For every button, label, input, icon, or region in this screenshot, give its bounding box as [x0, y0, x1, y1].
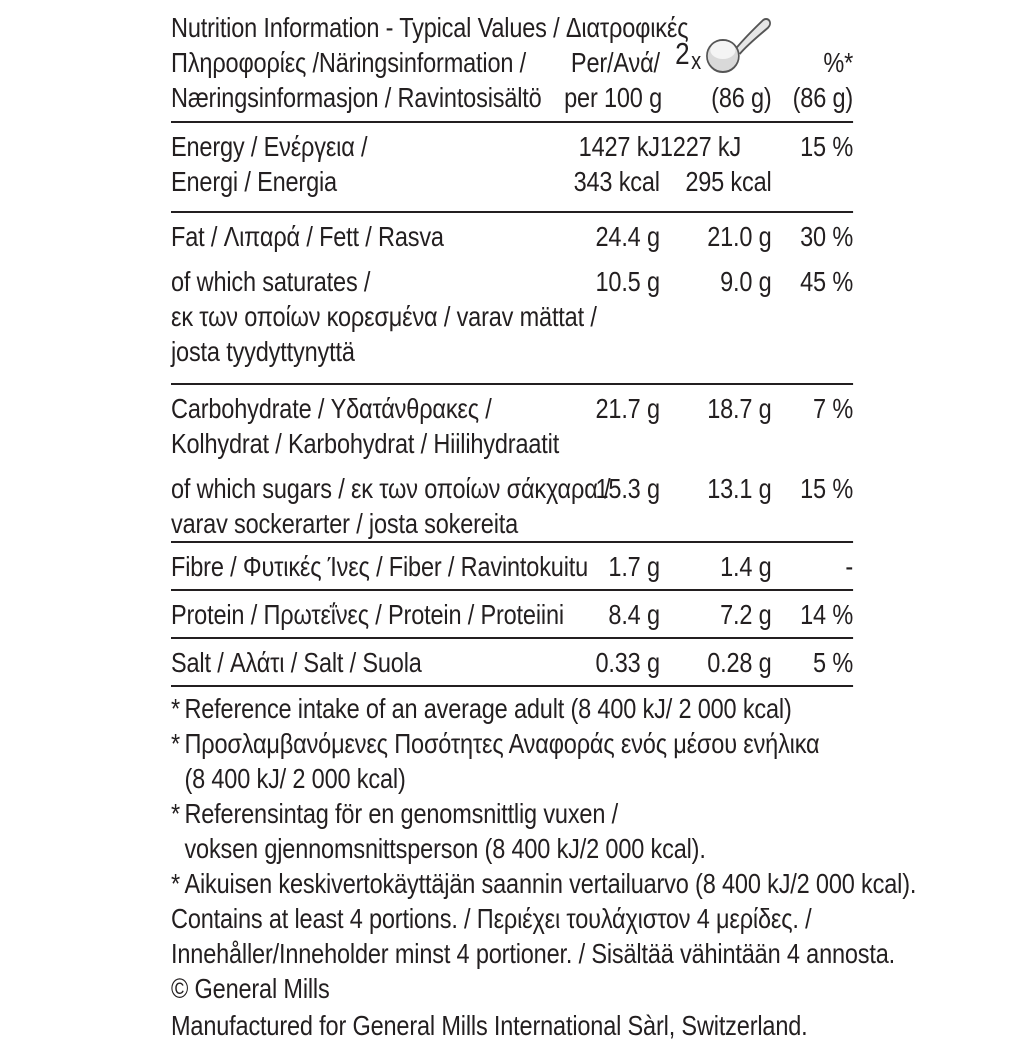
energy-serving-kj: 1227 kJ — [659, 131, 742, 162]
carbohydrate-label — [171, 391, 564, 461]
per100-header — [564, 10, 663, 121]
energy-per100-kj: 1427 kJ — [578, 131, 660, 162]
title-line: Nutrition Information - Typical Values / Διατροφικές — [171, 12, 689, 43]
serving-header — [660, 10, 772, 121]
footnote-sv-no — [171, 796, 853, 866]
footnote-no-line: voksen gjennomsnittsperson (8 400 kJ/2 000 kcal). — [184, 833, 706, 864]
fibre-serving: 1.4 g — [720, 551, 772, 582]
saturates-label-line: josta tyydyttynyttä — [171, 336, 355, 367]
footnote-el — [171, 726, 853, 796]
footnote-el-line: (8 400 kJ/ 2 000 kcal) — [184, 763, 406, 794]
fibre-label: Fibre / Φυτικές Ίνες / Fiber / Ravintokuitu — [171, 551, 589, 582]
title-line: Πληροφορίες /Näringsinformation / — [171, 47, 527, 78]
saturates-per100: 10.5 g — [595, 266, 660, 297]
footnotes — [171, 685, 917, 1043]
energy-per100 — [564, 129, 660, 211]
footnote-fi — [171, 866, 917, 901]
carbohydrate-label-line: Carbohydrate / Υδατάνθρακες / — [171, 393, 492, 424]
per100-header-line: Per/Ανά/ — [570, 47, 660, 78]
sugars-label-line: varav sockerarter / josta sokereita — [171, 508, 519, 539]
per100-header-line: per 100 g — [564, 82, 663, 113]
sugars-per100: 15.3 g — [595, 473, 660, 504]
energy-serving-kcal: 295 kcal — [685, 166, 772, 197]
table-row-protein — [171, 589, 853, 637]
salt-ri: 5 % — [813, 647, 854, 678]
fat-serving: 21.0 g — [707, 221, 772, 252]
footnote-sv-line: Referensintag för en genomsnittlig vuxen / — [184, 798, 618, 829]
serving-weight: (86 g) — [711, 82, 772, 113]
sugars-ri: 15 % — [800, 473, 854, 504]
portions-line: Innehåller/Inneholder minst 4 portioner. / Sisältää vähintään 4 annosta. — [171, 938, 896, 969]
footnote-el-line: Προσλαμβανόμενες Ποσότητες Αναφοράς ενός μέσου ενήλικα — [184, 728, 820, 759]
footnote-en — [171, 691, 853, 726]
footnote-fi-text: Aikuisen keskivertokäyttäjän saannin vertailuarvo (8 400 kJ/2 000 kcal). — [184, 868, 917, 899]
protein-ri: 14 % — [800, 599, 854, 630]
salt-per100: 0.33 g — [595, 647, 660, 678]
carbohydrate-per100: 21.7 g — [595, 393, 660, 424]
salt-serving: 0.28 g — [707, 647, 772, 678]
energy-label — [171, 129, 564, 211]
copyright: © General Mills — [171, 973, 330, 1004]
ri-header — [772, 10, 853, 121]
sugars-label-line: of which sugars / εκ των οποίων σάκχαρα / — [171, 473, 611, 504]
serving-x: x — [691, 48, 702, 75]
nutrition-label — [171, 10, 917, 1043]
fat-line — [171, 219, 853, 254]
fat-per100: 24.4 g — [595, 221, 660, 252]
carbohydrate-label-line: Kolhydrat / Karbohydrat / Hiilihydraatit — [171, 428, 560, 459]
energy-label-line: Energi / Energia — [171, 166, 337, 197]
serving-multiplier: 2 — [675, 36, 690, 71]
protein-label: Protein / Πρωτεΐνες / Protein / Proteiini — [171, 599, 564, 630]
fibre-ri: - — [845, 551, 854, 582]
footnote-star: * — [171, 728, 180, 759]
footnote-star: * — [171, 693, 180, 724]
footnote-en-text: Reference intake of an average adult (8 400 kJ/ 2 000 kcal) — [184, 693, 792, 724]
energy-ri: 15 % — [800, 131, 854, 162]
energy-label-line: Energy / Ενέργεια / — [171, 131, 368, 162]
salt-label: Salt / Αλάτι / Salt / Suola — [171, 647, 422, 678]
carbohydrate-line — [171, 391, 853, 461]
nutrition-table — [171, 10, 917, 1043]
table-row-energy — [171, 121, 853, 211]
saturates-line — [171, 264, 853, 369]
sugars-serving: 13.1 g — [707, 473, 772, 504]
energy-serving — [660, 129, 772, 211]
carbohydrate-serving: 18.7 g — [707, 393, 772, 424]
footnote-star: * — [171, 798, 180, 829]
energy-per100-kcal: 343 kcal — [573, 166, 660, 197]
saturates-ri: 45 % — [800, 266, 854, 297]
table-row-fibre — [171, 541, 853, 589]
ri-weight: (86 g) — [792, 82, 854, 113]
manufacturer: Manufactured for General Mills International Sàrl, Switzerland. — [171, 1010, 808, 1041]
protein-per100: 8.4 g — [608, 599, 660, 630]
fibre-per100: 1.7 g — [608, 551, 660, 582]
sugars-line — [171, 471, 853, 541]
carbohydrate-ri: 7 % — [813, 393, 854, 424]
ri-label: %* — [823, 47, 854, 78]
saturates-label-line: εκ των οποίων κορεσμένα / varav mättat / — [171, 301, 597, 332]
table-row-fat — [171, 211, 853, 383]
saturates-serving: 9.0 g — [720, 266, 772, 297]
protein-serving: 7.2 g — [720, 599, 772, 630]
footnote-star: * — [171, 868, 180, 899]
sugars-label — [171, 471, 611, 541]
serving-icon-group — [660, 10, 772, 80]
saturates-label-line: of which saturates / — [171, 266, 371, 297]
table-row-carbohydrate — [171, 383, 853, 541]
spoon-icon — [703, 10, 772, 80]
portions-line: Contains at least 4 portions. / Περιέχει τουλάχιστον 4 μερίδες. / — [171, 903, 812, 934]
portions-text — [171, 901, 896, 971]
fat-label: Fat / Λιπαρά / Fett / Rasva — [171, 221, 444, 252]
table-header — [171, 10, 853, 121]
fat-ri: 30 % — [800, 221, 854, 252]
table-row-salt — [171, 637, 853, 685]
saturates-label — [171, 264, 597, 369]
title-line: Næringsinformasjon / Ravintosisältö — [171, 82, 542, 113]
